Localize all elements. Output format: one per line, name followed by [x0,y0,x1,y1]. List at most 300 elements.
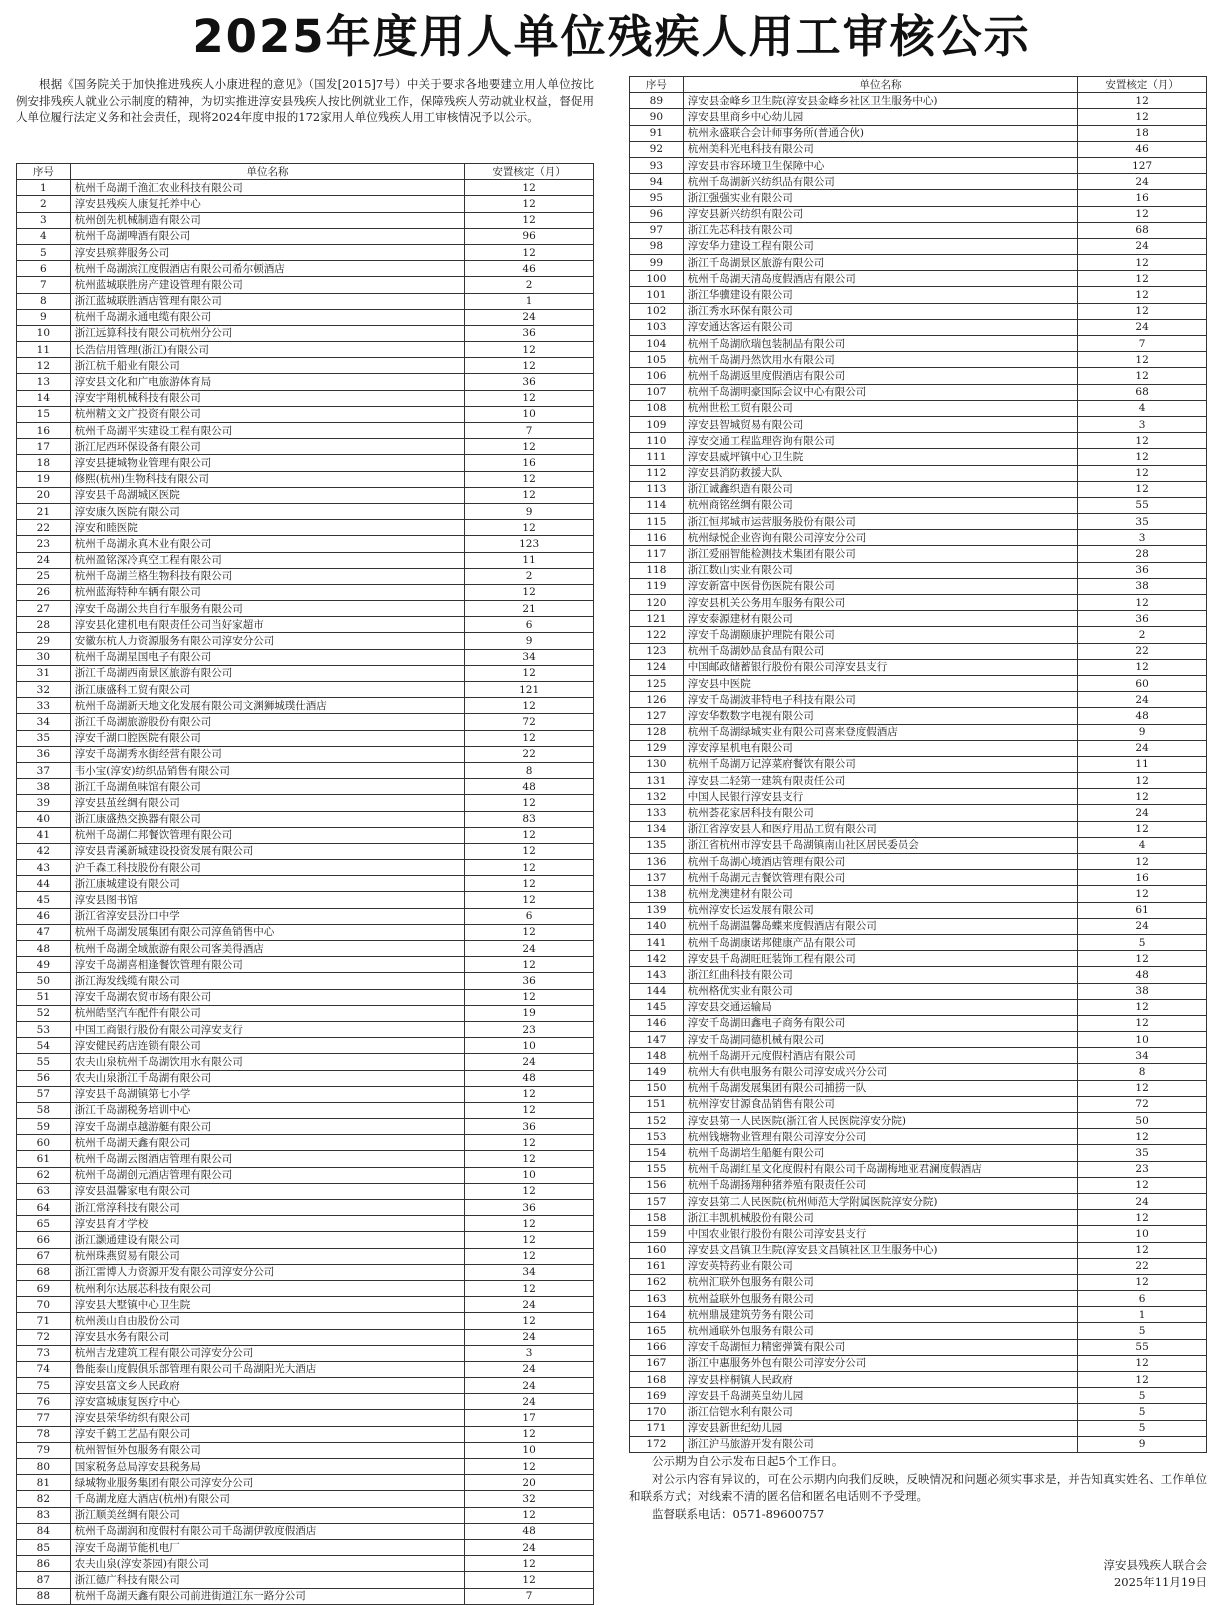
row-seq: 139 [630,902,684,918]
row-seq: 17 [17,439,71,455]
table-row [630,1323,1207,1339]
row-unit-name: 杭州千岛湖兰格生物科技有限公司 [70,568,464,584]
row-seq: 147 [630,1032,684,1048]
table-row [17,568,594,584]
row-unit-name: 淳安交通工程监理咨询有限公司 [683,433,1077,449]
row-seq: 152 [630,1113,684,1129]
row-unit-name: 浙江诚鑫织造有限公司 [683,481,1077,497]
table-row [630,109,1207,125]
row-unit-name: 淳安县图书馆 [70,892,464,908]
row-placement: 12 [1078,1274,1207,1290]
row-seq: 108 [630,400,684,416]
row-seq: 98 [630,238,684,254]
signoff-org: 淳安县残疾人联合会 [1103,1558,1207,1572]
row-unit-name: 杭州千岛湖元吉餐饮管理有限公司 [683,870,1077,886]
row-placement: 12 [465,892,594,908]
row-seq: 107 [630,384,684,400]
row-unit-name: 浙江强强实业有限公司 [683,190,1077,206]
row-unit-name: 浙江中惠服务外包有限公司淳安分公司 [683,1355,1077,1371]
table-row [17,1459,594,1475]
row-placement: 10 [465,1167,594,1183]
row-placement: 10 [1078,1032,1207,1048]
table-row [630,319,1207,335]
row-placement: 127 [1078,157,1207,173]
table-row [17,1329,594,1345]
row-placement: 10 [465,406,594,422]
row-unit-name: 杭州千岛湖心境酒店管理有限公司 [683,854,1077,870]
row-placement: 32 [465,1491,594,1507]
row-unit-name: 沪千森工科技股份有限公司 [70,860,464,876]
table-row [17,1491,594,1507]
row-unit-name: 杭州千岛湖星国电子有限公司 [70,649,464,665]
row-placement: 23 [465,1021,594,1037]
row-seq: 157 [630,1193,684,1209]
row-unit-name: 淳安县梓桐镇人民政府 [683,1372,1077,1388]
row-unit-name: 淳安县市容环境卫生保障中心 [683,157,1077,173]
row-placement: 12 [1078,1372,1207,1388]
row-seq: 140 [630,918,684,934]
table-row [17,196,594,212]
row-placement: 12 [465,989,594,1005]
row-unit-name: 淳安宇翔机械科技有限公司 [70,390,464,406]
row-unit-name: 鲁能泰山度假俱乐部管理有限公司千岛湖阳光大酒店 [70,1361,464,1377]
table-row [17,1442,594,1458]
row-seq: 21 [17,503,71,519]
row-seq: 15 [17,406,71,422]
table-row [17,1200,594,1216]
table-row [630,433,1207,449]
row-seq: 48 [17,941,71,957]
row-seq: 88 [17,1588,71,1604]
row-unit-name: 淳安县荣华纺织有限公司 [70,1410,464,1426]
row-unit-name: 浙江康城建设有限公司 [70,876,464,892]
row-unit-name: 千岛湖龙庭大酒店(杭州)有限公司 [70,1491,464,1507]
table-row [630,303,1207,319]
row-seq: 149 [630,1064,684,1080]
table-row [630,514,1207,530]
row-unit-name: 浙江千岛湖鱼味馆有限公司 [70,779,464,795]
table-row [17,1135,594,1151]
table-row [630,789,1207,805]
row-placement: 12 [465,244,594,260]
row-unit-name: 淳安县里商乡中心幼儿园 [683,109,1077,125]
row-seq: 89 [630,93,684,109]
table-row [17,1572,594,1588]
row-seq: 105 [630,352,684,368]
row-seq: 61 [17,1151,71,1167]
table-row [630,659,1207,675]
table-row [17,261,594,277]
table-row [17,1232,594,1248]
row-placement: 24 [1078,805,1207,821]
row-unit-name: 淳安县千岛湖城区医院 [70,487,464,503]
table-row [17,358,594,374]
table-row [17,487,594,503]
row-seq: 156 [630,1177,684,1193]
row-unit-name: 淳安县青溪新城建设投资发展有限公司 [70,843,464,859]
row-seq: 55 [17,1054,71,1070]
table-row [630,190,1207,206]
table-row [17,843,594,859]
row-seq: 120 [630,595,684,611]
row-placement: 2 [465,277,594,293]
row-unit-name: 国家税务总局淳安县税务局 [70,1459,464,1475]
row-placement: 12 [1078,1355,1207,1371]
row-placement: 12 [465,1151,594,1167]
table-row [630,1404,1207,1420]
row-unit-name: 淳安县消防救援大队 [683,465,1077,481]
row-placement: 12 [1078,951,1207,967]
row-seq: 73 [17,1345,71,1361]
row-placement: 16 [465,455,594,471]
table-row [630,1355,1207,1371]
row-placement: 123 [465,536,594,552]
row-unit-name: 淳安县大墅镇中心卫生院 [70,1297,464,1313]
row-placement: 24 [465,1378,594,1394]
row-seq: 160 [630,1242,684,1258]
table-row [630,595,1207,611]
row-seq: 45 [17,892,71,908]
row-placement: 12 [465,180,594,196]
table-row [630,238,1207,254]
row-placement: 6 [1078,1291,1207,1307]
row-unit-name: 淳安县育才学校 [70,1216,464,1232]
row-unit-name: 农夫山泉杭州千岛湖饮用水有限公司 [70,1054,464,1070]
row-seq: 27 [17,601,71,617]
row-placement: 55 [1078,497,1207,513]
table-body-right [630,93,1207,1453]
row-unit-name: 淳安县中医院 [683,675,1077,691]
row-seq: 164 [630,1307,684,1323]
row-seq: 101 [630,287,684,303]
row-seq: 96 [630,206,684,222]
table-row [17,342,594,358]
row-seq: 113 [630,481,684,497]
row-placement: 24 [465,1539,594,1555]
table-row [630,1242,1207,1258]
table-row [17,762,594,778]
notice-objection: 对公示内容有异议的，可在公示期内向我们反映，反映情况和问题必须实事求是，并告知真实姓名、工作单位和联系方式；对线索不清的匿名信和匿名电话则不予受理。 [629,1471,1207,1503]
table-row [630,1129,1207,1145]
table-row [630,1064,1207,1080]
row-seq: 57 [17,1086,71,1102]
row-seq: 129 [630,740,684,756]
row-seq: 104 [630,336,684,352]
row-seq: 50 [17,973,71,989]
row-seq: 167 [630,1355,684,1371]
notice-footer [629,1453,1207,1523]
row-unit-name: 杭州大有供电服务有限公司淳安成兴分公司 [683,1064,1077,1080]
table-row [17,406,594,422]
row-placement: 5 [1078,1420,1207,1436]
row-seq: 144 [630,983,684,999]
row-unit-name: 杭州创先机械制造有限公司 [70,212,464,228]
table-row [17,1248,594,1264]
row-unit-name: 杭州千岛湖新天地文化发展有限公司文渊狮城璞仕酒店 [70,698,464,714]
row-placement: 72 [1078,1096,1207,1112]
row-unit-name: 浙江雷博人力资源开发有限公司淳安分公司 [70,1264,464,1280]
row-placement: 1 [1078,1307,1207,1323]
table-row [17,309,594,325]
row-placement: 12 [1078,271,1207,287]
table-row [17,665,594,681]
table-row [17,811,594,827]
table-row [630,1145,1207,1161]
row-unit-name: 淳安千岛湖公共自行车服务有限公司 [70,601,464,617]
row-unit-name: 浙江华骥建设有限公司 [683,287,1077,303]
row-seq: 68 [17,1264,71,1280]
row-placement: 24 [1078,692,1207,708]
row-unit-name: 淳安县殡葬服务公司 [70,244,464,260]
row-placement: 24 [1078,319,1207,335]
table-row [17,1086,594,1102]
row-seq: 67 [17,1248,71,1264]
row-seq: 6 [17,261,71,277]
table-row [630,967,1207,983]
header-seq: 序号 [17,164,71,180]
row-placement: 4 [1078,837,1207,853]
table-row [630,870,1207,886]
row-placement: 24 [465,1297,594,1313]
table-row [17,989,594,1005]
row-unit-name: 淳安县残疾人康复托养中心 [70,196,464,212]
table-row [630,1258,1207,1274]
row-placement: 12 [1078,368,1207,384]
row-unit-name: 杭州千岛湖啤酒有限公司 [70,228,464,244]
table-row [17,1038,594,1054]
row-placement: 12 [465,1280,594,1296]
row-placement: 24 [465,1394,594,1410]
row-seq: 80 [17,1459,71,1475]
row-seq: 106 [630,368,684,384]
row-seq: 64 [17,1200,71,1216]
row-unit-name: 淳安县智城贸易有限公司 [683,416,1077,432]
row-seq: 25 [17,568,71,584]
row-unit-name: 杭州通联外包服务有限公司 [683,1323,1077,1339]
row-unit-name: 杭州淳安长运发展有限公司 [683,902,1077,918]
table-row [630,999,1207,1015]
row-seq: 128 [630,724,684,740]
table-row [630,1436,1207,1452]
row-placement: 22 [1078,643,1207,659]
row-seq: 75 [17,1378,71,1394]
table-row [630,416,1207,432]
row-seq: 26 [17,584,71,600]
row-unit-name: 杭州吉龙建筑工程有限公司淳安分公司 [70,1345,464,1361]
row-seq: 63 [17,1183,71,1199]
row-placement: 28 [1078,546,1207,562]
row-unit-name: 安徽东杭人力资源服务有限公司淳安分公司 [70,633,464,649]
row-unit-name: 淳安县金峰乡卫生院(淳安县金峰乡社区卫生服务中心) [683,93,1077,109]
row-seq: 71 [17,1313,71,1329]
row-placement: 7 [1078,336,1207,352]
row-placement: 12 [465,1135,594,1151]
row-seq: 110 [630,433,684,449]
row-seq: 135 [630,837,684,853]
row-unit-name: 淳安县千岛湖镇第七小学 [70,1086,464,1102]
row-unit-name: 淳安千岛湖恒力精密弹簧有限公司 [683,1339,1077,1355]
row-placement: 9 [465,503,594,519]
table-row [17,827,594,843]
table-row [630,400,1207,416]
row-seq: 119 [630,578,684,594]
row-placement: 12 [465,730,594,746]
row-seq: 111 [630,449,684,465]
row-unit-name: 杭州千岛湖仁邦餐饮管理有限公司 [70,827,464,843]
row-unit-name: 浙江尼西环保设备有限公司 [70,439,464,455]
row-seq: 115 [630,514,684,530]
table-row [630,449,1207,465]
table-row [17,1264,594,1280]
table-row [630,206,1207,222]
row-seq: 134 [630,821,684,837]
row-placement: 12 [465,1086,594,1102]
row-seq: 53 [17,1021,71,1037]
table-row [17,552,594,568]
row-placement: 10 [1078,1226,1207,1242]
row-unit-name: 淳安千岛湖波菲特电子科技有限公司 [683,692,1077,708]
row-unit-name: 淳安千岛湖卓越游艇有限公司 [70,1119,464,1135]
signoff-date: 2025年11月19日 [1113,1575,1207,1589]
row-seq: 56 [17,1070,71,1086]
table-row [630,627,1207,643]
row-placement: 55 [1078,1339,1207,1355]
row-unit-name: 杭州精文文广投资有限公司 [70,406,464,422]
row-unit-name: 中国邮政储蓄银行股份有限公司淳安县支行 [683,659,1077,675]
row-placement: 36 [1078,562,1207,578]
row-unit-name: 杭州千岛湖永通电缆有限公司 [70,309,464,325]
row-placement: 48 [1078,967,1207,983]
row-placement: 3 [1078,530,1207,546]
row-placement: 12 [465,439,594,455]
table-row [17,1297,594,1313]
table-row [17,212,594,228]
row-seq: 28 [17,617,71,633]
row-unit-name: 杭州千岛湖全域旅游有限公司客美得酒店 [70,941,464,957]
row-seq: 95 [630,190,684,206]
table-row [17,1361,594,1377]
row-unit-name: 中国工商银行股份有限公司淳安支行 [70,1021,464,1037]
signoff [907,1557,1207,1591]
row-unit-name: 浙江顺美丝绸有限公司 [70,1507,464,1523]
row-unit-name: 淳安县文昌镇卫生院(淳安县文昌镇社区卫生服务中心) [683,1242,1077,1258]
row-unit-name: 淳安县温馨家电有限公司 [70,1183,464,1199]
row-unit-name: 淳安华力建设工程有限公司 [683,238,1077,254]
row-unit-name: 杭州淳安甘源食品销售有限公司 [683,1096,1077,1112]
table-row [17,374,594,390]
row-placement: 72 [465,714,594,730]
table-row [630,157,1207,173]
row-unit-name: 淳安县茧丝绸有限公司 [70,795,464,811]
table-row [630,1420,1207,1436]
table-row [17,892,594,908]
row-unit-name: 杭州千岛湖创元酒店管理有限公司 [70,1167,464,1183]
intro-paragraph: 根据《国务院关于加快推进残疾人小康进程的意见》（国发[2015]7号）中关于要求各地要建立用人单位按比例安排残疾人就业公示制度的精神，为切实推进淳安县残疾人按比例就业工作，保障残疾人劳动就业权益，督促用人单位履行法定义务和社会责任，现将2024年度申报的172家用人单位残疾人用工审核情况予以公示。 [16,77,594,125]
row-seq: 74 [17,1361,71,1377]
row-placement: 12 [1078,481,1207,497]
row-placement: 12 [465,860,594,876]
table-row [17,325,594,341]
row-unit-name: 淳安和睦医院 [70,520,464,536]
row-unit-name: 杭州羡山自由股份公司 [70,1313,464,1329]
row-placement: 17 [465,1410,594,1426]
table-row [630,675,1207,691]
table-row [17,746,594,762]
row-seq: 171 [630,1420,684,1436]
row-placement: 3 [465,1345,594,1361]
table-row [17,876,594,892]
row-unit-name: 浙江数山实业有限公司 [683,562,1077,578]
row-unit-name: 淳安县威坪镇中心卫生院 [683,449,1077,465]
table-header-row [630,77,1207,93]
row-unit-name: 淳安千岛湖农贸市场有限公司 [70,989,464,1005]
row-unit-name: 浙江德广科技有限公司 [70,1572,464,1588]
row-unit-name: 杭州蓝城联胜房产建设管理有限公司 [70,277,464,293]
table-row [630,773,1207,789]
table-row [17,941,594,957]
row-unit-name: 淳安县第二人民医院(杭州师范大学附属医院淳安分院) [683,1193,1077,1209]
header-placement: 安置核定（月） [1078,77,1207,93]
row-placement: 12 [465,1426,594,1442]
table-row [630,1226,1207,1242]
row-seq: 133 [630,805,684,821]
row-placement: 12 [465,1102,594,1118]
row-placement: 12 [465,487,594,503]
row-placement: 48 [465,1523,594,1539]
row-placement: 12 [1078,1129,1207,1145]
table-row [630,724,1207,740]
row-placement: 48 [465,1070,594,1086]
row-placement: 18 [1078,125,1207,141]
row-seq: 153 [630,1129,684,1145]
row-unit-name: 浙江省杭州市淳安县千岛湖镇南山社区居民委员会 [683,837,1077,853]
row-seq: 66 [17,1232,71,1248]
table-row [17,1588,594,1604]
row-unit-name: 淳安健民药店连锁有限公司 [70,1038,464,1054]
row-seq: 136 [630,854,684,870]
row-unit-name: 淳安千岛湖节能机电厂 [70,1539,464,1555]
row-seq: 162 [630,1274,684,1290]
row-unit-name: 淳安淳星机电有限公司 [683,740,1077,756]
row-placement: 38 [1078,578,1207,594]
row-seq: 83 [17,1507,71,1523]
row-seq: 172 [630,1436,684,1452]
row-unit-name: 浙江先芯科技有限公司 [683,222,1077,238]
row-seq: 40 [17,811,71,827]
row-placement: 24 [1078,1193,1207,1209]
row-unit-name: 淳安泰源建材有限公司 [683,611,1077,627]
row-placement: 12 [465,520,594,536]
row-seq: 13 [17,374,71,390]
row-seq: 158 [630,1210,684,1226]
row-seq: 70 [17,1297,71,1313]
row-placement: 12 [465,1459,594,1475]
row-unit-name: 淳安康久医院有限公司 [70,503,464,519]
row-seq: 170 [630,1404,684,1420]
table-row [17,601,594,617]
table-row [630,740,1207,756]
row-unit-name: 浙江丰凯机械股份有限公司 [683,1210,1077,1226]
row-unit-name: 农夫山泉(淳安茶园)有限公司 [70,1556,464,1572]
row-unit-name: 杭州商铭丝绸有限公司 [683,497,1077,513]
row-seq: 148 [630,1048,684,1064]
table-row [17,1102,594,1118]
row-unit-name: 杭州盈铭深冷真空工程有限公司 [70,552,464,568]
row-placement: 61 [1078,902,1207,918]
table-row [630,1193,1207,1209]
row-unit-name: 淳安县文化和广电旅游体育局 [70,374,464,390]
table-row [17,1475,594,1491]
